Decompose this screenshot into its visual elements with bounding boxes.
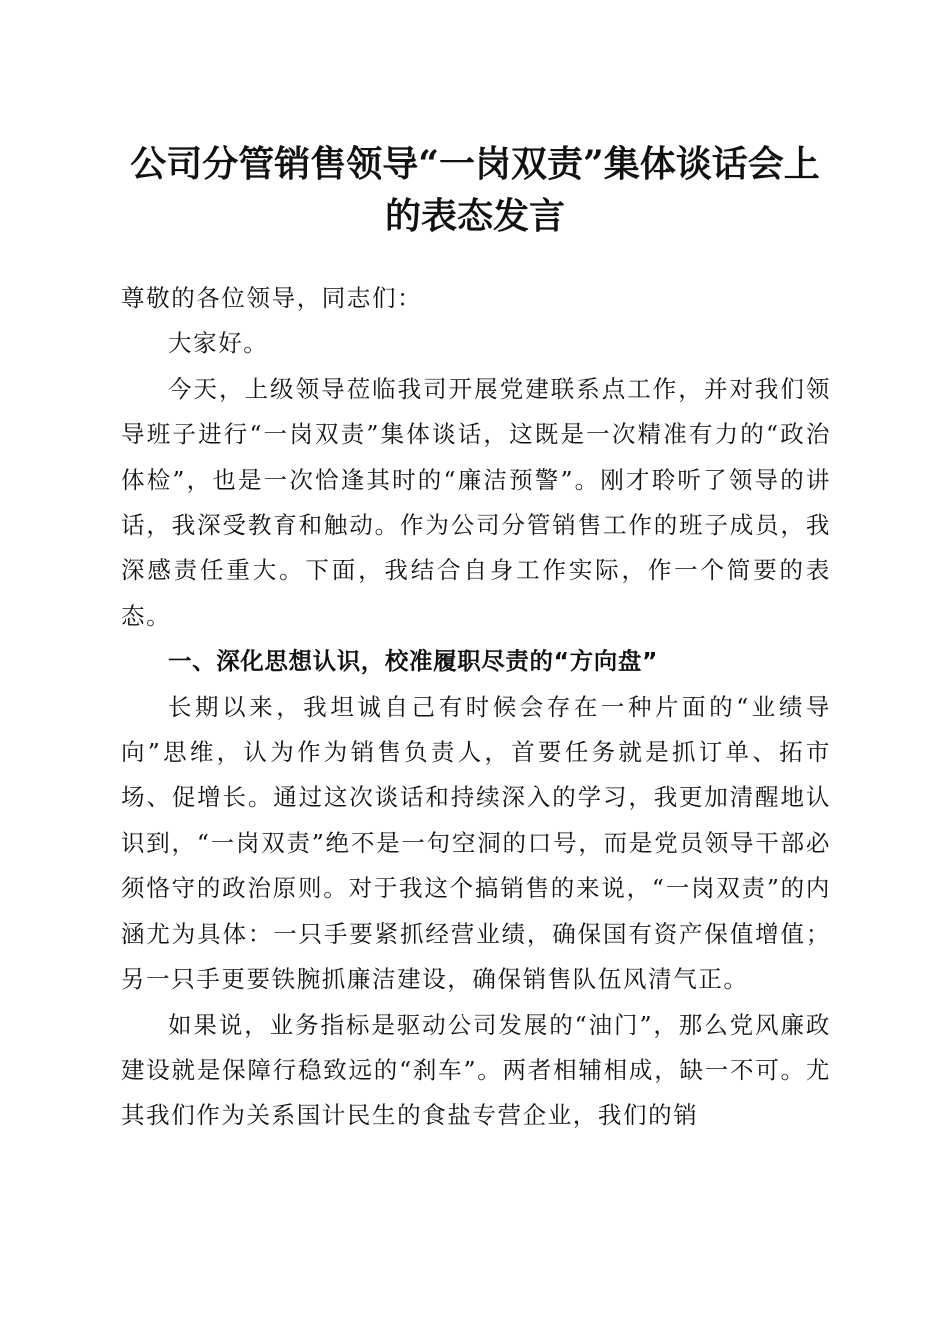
document-title [110, 138, 840, 242]
section-heading-1: 一、深化思想认识，校准履职尽责的“方向盘” [168, 647, 658, 676]
greeting: 大家好。 [168, 329, 269, 358]
title-line-2: 的表态发言 [384, 195, 565, 237]
document-body [121, 276, 831, 1139]
paragraph-intro: 今天，上级领导莅临我司开展党建联系点工作，并对我们领导班子进行“一岗双责”集体谈话，这既是一次精准有力的“政治体检”，也是一次恰逢其时的“廉洁预警”。刚才聆听了领导的讲话，我深受教育和触动。作为公司分管销售工作的班子成员，我深感责任重大。下面，我结合自身工作实际，作一个简要的表态。 [121, 374, 831, 630]
title-line-1: 公司分管销售领导“一岗双责”集体谈话会上 [130, 143, 820, 185]
paragraph-section-1-b: 如果说，业务指标是驱动公司发展的“油门”，那么党风廉政建设就是保障行稳致远的“刹车”。两者相辅相成，缺一不可。尤其我们作为关系国计民生的食盐专营企业，我们的销 [121, 1010, 831, 1130]
paragraph-section-1-a: 长期以来，我坦诚自己有时候会存在一种片面的“业绩导向”思维，认为作为销售负责人，首要任务就是抓订单、拓市场、促增长。通过这次谈话和持续深入的学习，我更加清醒地认识到，“一岗双责”绝不是一句空洞的口号，而是党员领导干部必须恪守的政治原则。对于我这个搞销售的来说，“一岗双责”的内涵尤为具体：一只手要紧抓经营业绩，确保国有资产保值增值；另一只手更要铁腕抓廉洁建设，确保销售队伍风清气正。 [121, 692, 831, 994]
salutation: 尊敬的各位领导，同志们： [121, 284, 423, 312]
